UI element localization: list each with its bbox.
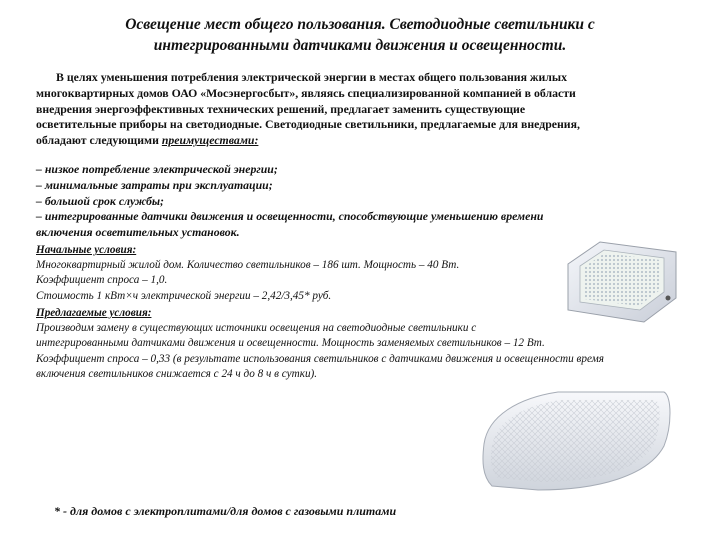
proposed-line: включения светильников снижается с 24 ч до 8 ч в сутки). [36, 367, 318, 380]
advantage-item: – низкое потребление электрической энергии; [36, 162, 278, 176]
initial-line: Многоквартирный жилой дом. Количество светильников – 186 шт. Мощность – 40 Вт. [36, 259, 460, 272]
long-led-lamp-image [478, 386, 674, 496]
advantages-title: преимуществами: [161, 133, 259, 148]
intro-line-last [36, 133, 690, 149]
title-line-1: Освещение мест общего пользования. Светодиодные светильники с [125, 16, 595, 33]
advantage-item: – интегрированные датчики движения и освещенности, способствующие уменьшению времени [36, 209, 544, 224]
initial-line: Коэффициент спроса – 1,0. [36, 274, 168, 287]
initial-line: Стоимость 1 кВт×ч электрической энергии – 2,42/3,45* руб. [36, 289, 332, 302]
advantages-list [36, 162, 690, 241]
advantage-item: включения осветительных установок. [36, 225, 240, 240]
intro-text [36, 70, 690, 149]
intro-line: осветительные приборы на светодиодные. Светодиодные светильники, предлагаемые для внедрения, [36, 117, 580, 132]
square-led-lamp-image [560, 238, 682, 324]
advantage-item: – минимальные затраты при эксплуатации; [36, 177, 273, 192]
intro-paragraph [36, 70, 690, 149]
intro-line: В целях уменьшения потребления электрической энергии в местах общего пользования жилых [56, 70, 568, 84]
intro-line: внедрения энергоэффективных технических решений, предлагает заменить существующие [36, 101, 526, 116]
proposed-line: Производим замену в существующих источники освещения на светодиодные светильники с [36, 322, 477, 335]
page-title [40, 14, 680, 56]
intro-last-prefix: обладают следующими [36, 133, 162, 148]
initial-heading: Начальные условия: [36, 244, 137, 256]
proposed-heading: Предлагаемые условия: [36, 307, 152, 319]
intro-line: многоквартирных домов ОАО «Мосэнергосбыт», являясь специализированной компанией в области [36, 85, 576, 100]
title-line-2: интегрированными датчиками движения и освещенности. [153, 37, 567, 54]
advantage-item: – большой срок службы; [36, 193, 164, 208]
proposed-line: Коэффициент спроса – 0,33 (в результате использования светильников с датчиками движения и освещенности время [36, 352, 604, 365]
proposed-line: интегрированными датчиками движения и освещенности. Мощность заменяемых светильников – 12 Вт. [36, 337, 545, 350]
footnote: * - для домов с электроплитами/для домов с газовыми плитами [54, 504, 397, 518]
